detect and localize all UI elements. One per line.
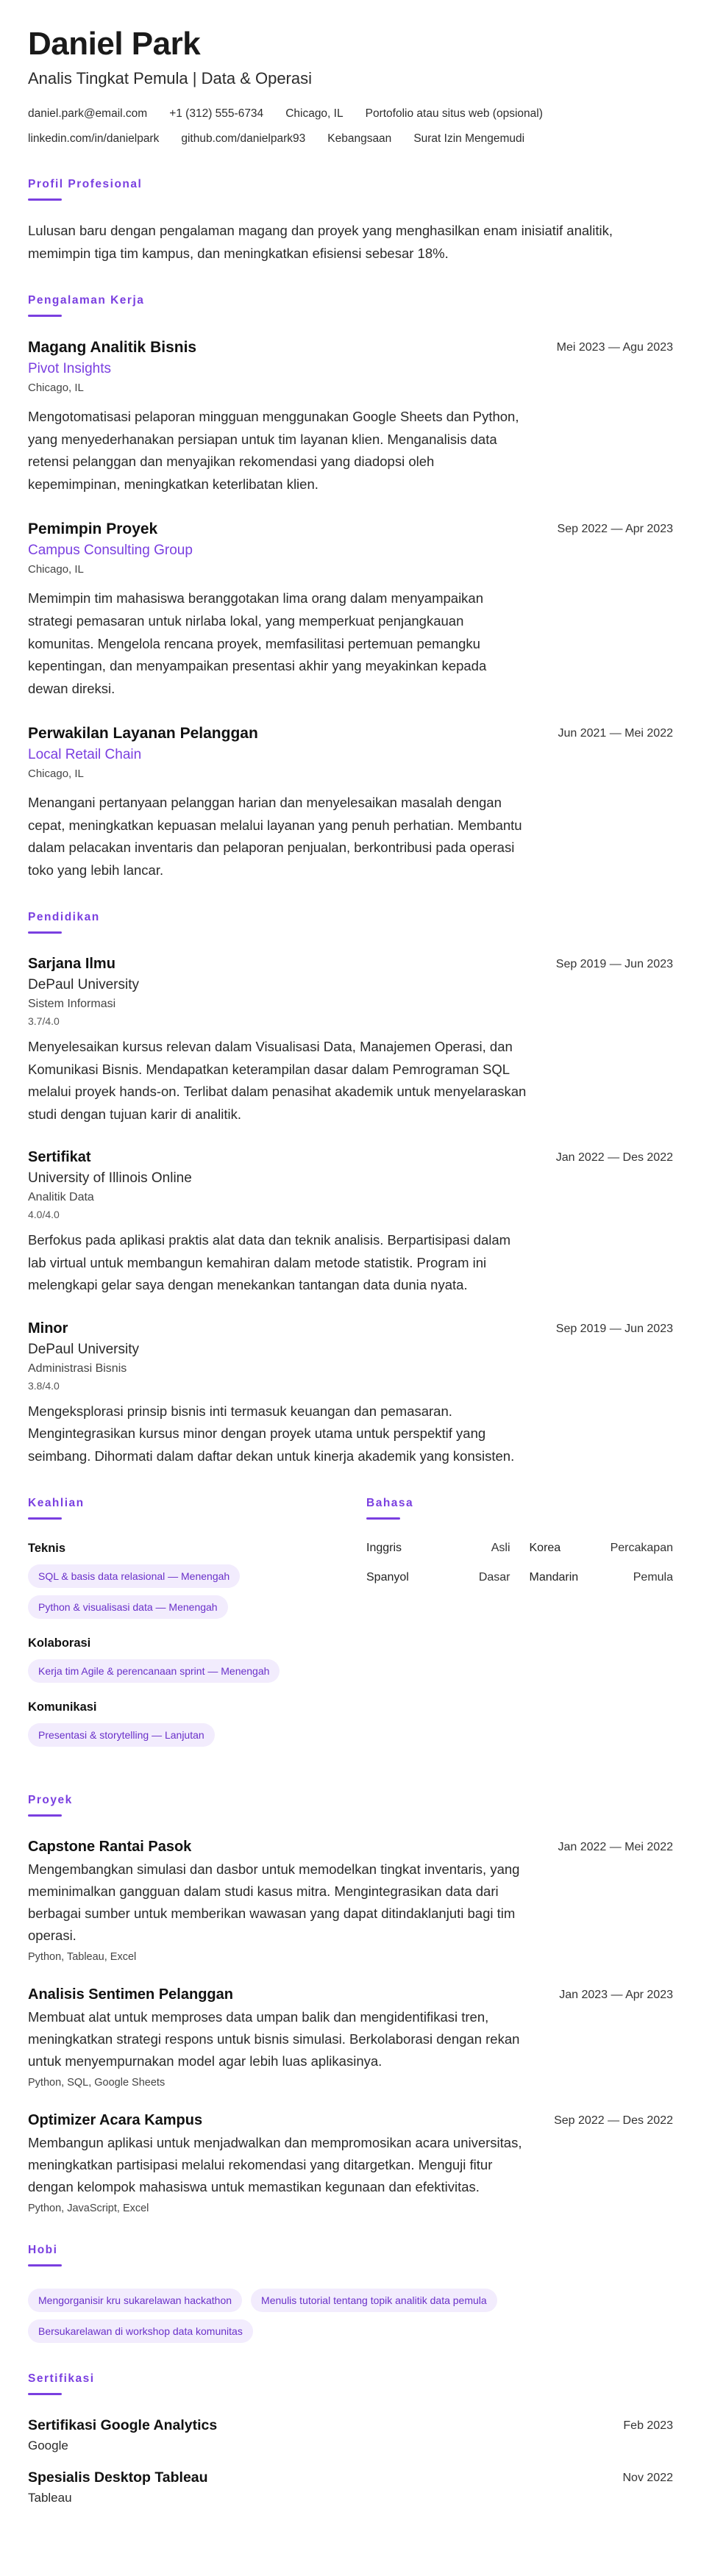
- project-tech: Python, JavaScript, Excel: [28, 2202, 149, 2214]
- language-level: Dasar: [478, 1571, 510, 1584]
- language-name: Spanyol: [366, 1571, 409, 1584]
- skill-group: [28, 1542, 330, 1619]
- job-location: Chicago, IL: [28, 563, 84, 576]
- education-dates: Sep 2019 — Jun 2023: [555, 958, 673, 971]
- language-item: [530, 1542, 674, 1555]
- section-divider: [366, 1517, 400, 1520]
- section-title-certifications: Sertifikasi: [28, 2372, 95, 2385]
- project-description: Mengembangkan simulasi dan dasbor untuk memodelkan tingkat inventaris, yang meminimalkan gangguan dalam studi kasus mitra. Mengintegrasikan data dari berbagai sumber untuk memberikan wawasan yang dapat ditindaklanjuti bagi tim operasi.: [28, 1861, 520, 1944]
- gpa: 4.0/4.0: [28, 1209, 60, 1221]
- certification-issuer: Google: [28, 2438, 68, 2452]
- job-location: Chicago, IL: [28, 768, 84, 781]
- language-name: Inggris: [366, 1542, 402, 1555]
- language-name: Korea: [529, 1542, 561, 1555]
- section-divider: [28, 2393, 62, 2395]
- job-company: Campus Consulting Group: [28, 543, 193, 559]
- resume-header: [28, 26, 673, 146]
- project-dates: Jan 2022 — Mei 2022: [558, 1841, 673, 1854]
- profile-summary: Lulusan baru dengan pengalaman magang dan proyek yang menghasilkan enam inisiatif analitik, memimpin tiga tim kampus, dan meningkatkan efisiensi sebesar 18%.: [28, 223, 613, 261]
- skill-category: Komunikasi: [28, 1700, 97, 1714]
- skill-category: Kolaborasi: [28, 1636, 91, 1650]
- contact-license: Surat Izin Mengemudi: [413, 132, 525, 146]
- language-level: Pemula: [633, 1571, 673, 1584]
- hobbies-section: [28, 2244, 673, 2343]
- language-item: [530, 1571, 674, 1584]
- school-name: University of Illinois Online: [28, 1170, 192, 1187]
- education-entry: [28, 1320, 673, 1468]
- contact-location: Chicago, IL: [285, 107, 344, 121]
- job-description: Memimpin tim mahasiswa beranggotakan lima orang dalam menyampaikan strategi pemasaran untuk nirlaba lokal, yang memperkuat penjangkauan komunitas. Mengelola rencana proyek, memfasilitasi pertemuan pemangku kepentingan, dan menyampaikan presentasi akhir yang meyakinkan kepada dewan direksi.: [28, 590, 487, 696]
- project-dates: Jan 2023 — Apr 2023: [559, 1989, 673, 2002]
- section-divider: [28, 1814, 62, 1817]
- section-divider: [28, 315, 62, 317]
- section-title-experience: Pengalaman Kerja: [28, 294, 145, 307]
- language-level: Percakapan: [610, 1542, 673, 1555]
- skill-category: Teknis: [28, 1542, 66, 1556]
- job-dates: Mei 2023 — Agu 2023: [556, 341, 673, 354]
- skill-group: [28, 1636, 330, 1683]
- project-entry: [28, 1839, 673, 1963]
- job-company: Pivot Insights: [28, 361, 111, 377]
- section-divider: [28, 931, 62, 934]
- project-entry: [28, 1986, 673, 2089]
- certification-issuer: Tableau: [28, 2490, 72, 2505]
- contact-citizenship: Kebangsaan: [327, 132, 392, 146]
- certification-entry: [28, 2469, 673, 2505]
- certification-date: Feb 2023: [623, 2419, 673, 2432]
- contact-linkedin[interactable]: linkedin.com/in/danielpark: [28, 132, 160, 146]
- section-title-languages: Bahasa: [366, 1497, 414, 1510]
- job-dates: Sep 2022 — Apr 2023: [557, 523, 673, 536]
- project-dates: Sep 2022 — Des 2022: [554, 2114, 673, 2128]
- skill-pill: Kerja tim Agile & perencanaan sprint — Menengah: [28, 1659, 280, 1683]
- projects-section: [28, 1794, 673, 2214]
- education-dates: Sep 2019 — Jun 2023: [555, 1322, 673, 1335]
- gpa: 3.8/4.0: [28, 1379, 60, 1392]
- school-name: DePaul University: [28, 1341, 139, 1357]
- job-dates: Jun 2021 — Mei 2022: [558, 727, 673, 740]
- skill-pill: SQL & basis data relasional — Menengah: [28, 1564, 240, 1588]
- school-name: DePaul University: [28, 977, 139, 993]
- gpa: 3.7/4.0: [28, 1015, 60, 1028]
- skill-group: [28, 1700, 330, 1747]
- contact-info: [28, 107, 673, 146]
- experience-section: [28, 294, 673, 881]
- education-entry: [28, 1149, 673, 1297]
- contact-github[interactable]: github.com/danielpark93: [181, 132, 306, 146]
- education-description: Berfokus pada aplikasi praktis alat data dan teknik analisis. Berpartisipasi dalam lab virtual untuk membangun kemahiran dalam metode statistik. Program ini melengkapi gelar saya dengan menekankan tantangan data dunia nyata.: [28, 1232, 511, 1293]
- project-tech: Python, SQL, Google Sheets: [28, 2077, 166, 2089]
- section-divider: [28, 2264, 62, 2266]
- education-entry: [28, 956, 673, 1126]
- skill-pill: Presentasi & storytelling — Lanjutan: [28, 1723, 215, 1747]
- project-entry: [28, 2112, 673, 2214]
- job-title: Pemimpin Proyek: [28, 520, 158, 538]
- project-name: Analisis Sentimen Pelanggan: [28, 1986, 233, 2003]
- contact-phone[interactable]: +1 (312) 555-6734: [169, 107, 264, 121]
- job-title: Perwakilan Layanan Pelanggan: [28, 725, 258, 743]
- language-level: Asli: [491, 1542, 510, 1555]
- project-name: Capstone Rantai Pasok: [28, 1839, 192, 1856]
- job-description: Mengotomatisasi pelaporan mingguan menggunakan Google Sheets dan Python, yang menyederhanakan persiapan untuk tim layanan klien. Menganalisis data retensi pelanggan dan menyajikan rekomendasi yang diadopsi oleh kepemimpinan, meningkatkan keterlibatan klien.: [28, 409, 519, 492]
- hobby-pill: Bersukarelawan di workshop data komunitas: [28, 2319, 253, 2343]
- job-title: Magang Analitik Bisnis: [28, 339, 197, 357]
- education-dates: Jan 2022 — Des 2022: [555, 1151, 673, 1164]
- job-company: Local Retail Chain: [28, 747, 142, 763]
- education-section: [28, 911, 673, 1467]
- project-description: Membuat alat untuk memproses data umpan balik dan mengidentifikasi tren, meningkatkan strategi respons untuk bisnis simulasi. Berkolaborasi dengan rekan untuk menyempurnakan model agar lebih luas aplikasinya.: [28, 2009, 520, 2069]
- degree-title: Sarjana Ilmu: [28, 956, 115, 973]
- candidate-name: Daniel Park: [28, 26, 201, 62]
- section-title-projects: Proyek: [28, 1794, 73, 1807]
- study-field: Administrasi Bisnis: [28, 1362, 127, 1375]
- language-name: Mandarin: [529, 1571, 579, 1584]
- study-field: Sistem Informasi: [28, 998, 116, 1011]
- language-item: [366, 1571, 510, 1584]
- skills-section: [28, 1497, 330, 1764]
- languages-section: [366, 1497, 673, 1764]
- experience-entry: [28, 725, 673, 881]
- language-item: [366, 1542, 510, 1555]
- candidate-headline: Analis Tingkat Pemula | Data & Operasi: [28, 69, 313, 88]
- education-description: Menyelesaikan kursus relevan dalam Visualisasi Data, Manajemen Operasi, dan Komunikasi Bisnis. Mendapatkan keterampilan dasar dalam Pemrograman SQL melalui proyek hands-on. Terlibat dalam penasihat akademik untuk menyelaraskan studi dengan tujuan karir di analitik.: [28, 1039, 527, 1122]
- section-divider: [28, 198, 62, 201]
- contact-email[interactable]: daniel.park@email.com: [28, 107, 148, 121]
- profile-section: [28, 178, 673, 265]
- job-location: Chicago, IL: [28, 382, 84, 395]
- experience-entry: [28, 520, 673, 700]
- hobby-pill: Mengorganisir kru sukarelawan hackathon: [28, 2289, 242, 2312]
- certification-name: Sertifikasi Google Analytics: [28, 2416, 218, 2433]
- section-title-hobbies: Hobi: [28, 2243, 58, 2256]
- contact-website[interactable]: Portofolio atau situs web (opsional): [365, 107, 543, 121]
- degree-title: Sertifikat: [28, 1149, 91, 1166]
- hobby-pill: Menulis tutorial tentang topik analitik data pemula: [251, 2289, 497, 2312]
- degree-title: Minor: [28, 1320, 68, 1337]
- skill-pill: Python & visualisasi data — Menengah: [28, 1595, 228, 1619]
- project-tech: Python, Tableau, Excel: [28, 1951, 137, 1964]
- section-title-profile: Profil Profesional: [28, 178, 143, 191]
- skills-languages-row: [28, 1497, 673, 1764]
- certification-date: Nov 2022: [622, 2471, 673, 2484]
- section-title-skills: Keahlian: [28, 1497, 85, 1510]
- certifications-section: [28, 2372, 673, 2505]
- certification-name: Spesialis Desktop Tableau: [28, 2469, 208, 2486]
- section-divider: [28, 1517, 62, 1520]
- certification-entry: [28, 2417, 673, 2453]
- project-name: Optimizer Acara Kampus: [28, 2112, 203, 2129]
- experience-entry: [28, 339, 673, 495]
- job-description: Menangani pertanyaan pelanggan harian dan menyelesaikan masalah dengan cepat, meningkatkan kepuasan melalui layanan yang penuh perhatian. Membantu dalam pelacakan inventaris dan pelaporan penjualan, berkontribusi pada operasi toko yang lebih lancar.: [28, 795, 522, 878]
- section-title-education: Pendidikan: [28, 911, 100, 924]
- education-description: Mengeksplorasi prinsip bisnis inti termasuk keuangan dan pemasaran. Mengintegrasikan kursus minor dengan proyek utama untuk perspektif yang seimbang. Dihormati dalam daftar dekan untuk kinerja akademik yang konsisten.: [28, 1403, 515, 1464]
- project-description: Membangun aplikasi untuk menjadwalkan dan mempromosikan acara universitas, meningkatkan partisipasi melalui rekomendasi yang ditargetkan. Menguji fitur dengan kelompok mahasiswa untuk memastikan kegunaan dan efektivitas.: [28, 2135, 522, 2194]
- study-field: Analitik Data: [28, 1191, 94, 1204]
